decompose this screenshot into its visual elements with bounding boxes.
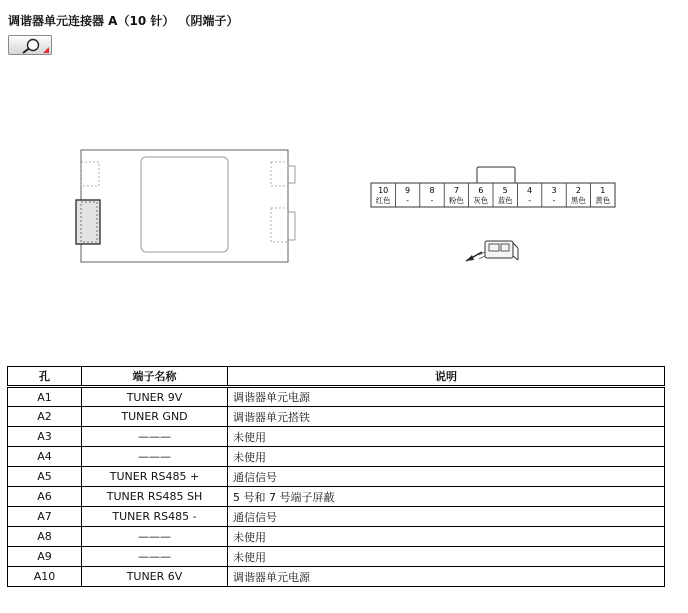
header-hole: 孔 [8,367,82,387]
cell-hole: A5 [8,467,82,487]
cell-description: 调谐器单元电源 [228,387,665,407]
cell-terminal-name: TUNER 9V [82,387,228,407]
cell-terminal-name: TUNER RS485 + [82,467,228,487]
table-header-row [8,367,665,387]
cell-description: 未使用 [228,427,665,447]
plug-icon [466,241,518,261]
cell-description: 通信信号 [228,507,665,527]
cell-description: 未使用 [228,447,665,467]
cell-hole: A1 [8,387,82,407]
table-row [8,547,665,567]
pin-wire-color: - [430,196,434,205]
cell-hole: A2 [8,407,82,427]
cell-hole: A4 [8,447,82,467]
cell-description: 未使用 [228,527,665,547]
cell-description: 通信信号 [228,467,665,487]
cell-terminal-name: TUNER GND [82,407,228,427]
pin-number: 3 [551,186,557,195]
table-row [8,527,665,547]
pin-number: 4 [527,186,533,195]
connector-body-view [76,150,295,262]
header-terminal-name: 端子名称 [82,367,228,387]
connector-diagram [0,130,688,360]
cell-terminal-name: TUNER 6V [82,567,228,587]
cell-terminal-name: ——— [82,547,228,567]
table-row [8,447,665,467]
cell-description: 未使用 [228,547,665,567]
pin-wire-color: 红色 [375,196,391,205]
table-row [8,427,665,447]
cell-terminal-name: ——— [82,427,228,447]
cell-terminal-name: ——— [82,447,228,467]
pin-wire-color: 灰色 [473,196,489,205]
pin-number: 8 [429,186,435,195]
cell-description: 调谐器单元电源 [228,567,665,587]
pin-number: 2 [575,186,581,195]
zoom-button[interactable] [8,35,52,55]
pin-wire-color: - [528,196,531,205]
table-row [8,487,665,507]
table-row [8,567,665,587]
cell-hole: A3 [8,427,82,447]
cell-terminal-name: TUNER RS485 - [82,507,228,527]
pin-number: 5 [502,186,508,195]
cell-description: 调谐器单元搭铁 [228,407,665,427]
table-row [8,387,665,407]
table-row [8,507,665,527]
pin-wire-color: 黄色 [595,196,611,205]
header-description: 说明 [228,367,665,387]
cell-hole: A10 [8,567,82,587]
table-row [8,467,665,487]
cell-hole: A9 [8,547,82,567]
page-title: 调谐器单元连接器 A（10 针） （阴端子） [8,14,239,28]
pin-wire-color: 蓝色 [497,196,513,205]
cell-hole: A6 [8,487,82,507]
pin-wire-color: - [552,196,556,205]
pin-number: 10 [378,186,389,195]
pin-wire-color: - [406,196,409,205]
cell-hole: A8 [8,527,82,547]
terminal-face-view [371,167,615,207]
pin-number: 1 [600,186,606,195]
pin-number: 6 [478,186,484,195]
pin-table [7,366,665,587]
pin-wire-color: 黑色 [570,196,586,205]
cell-hole: A7 [8,507,82,527]
cell-terminal-name: ——— [82,527,228,547]
magnifier-icon [9,36,53,56]
table-row [8,407,665,427]
cell-terminal-name: TUNER RS485 SH [82,487,228,507]
pin-number: 9 [405,186,411,195]
pin-number: 7 [453,186,459,195]
cell-description: 5 号和 7 号端子屏蔽 [228,487,665,507]
pin-wire-color: 粉色 [448,196,464,205]
